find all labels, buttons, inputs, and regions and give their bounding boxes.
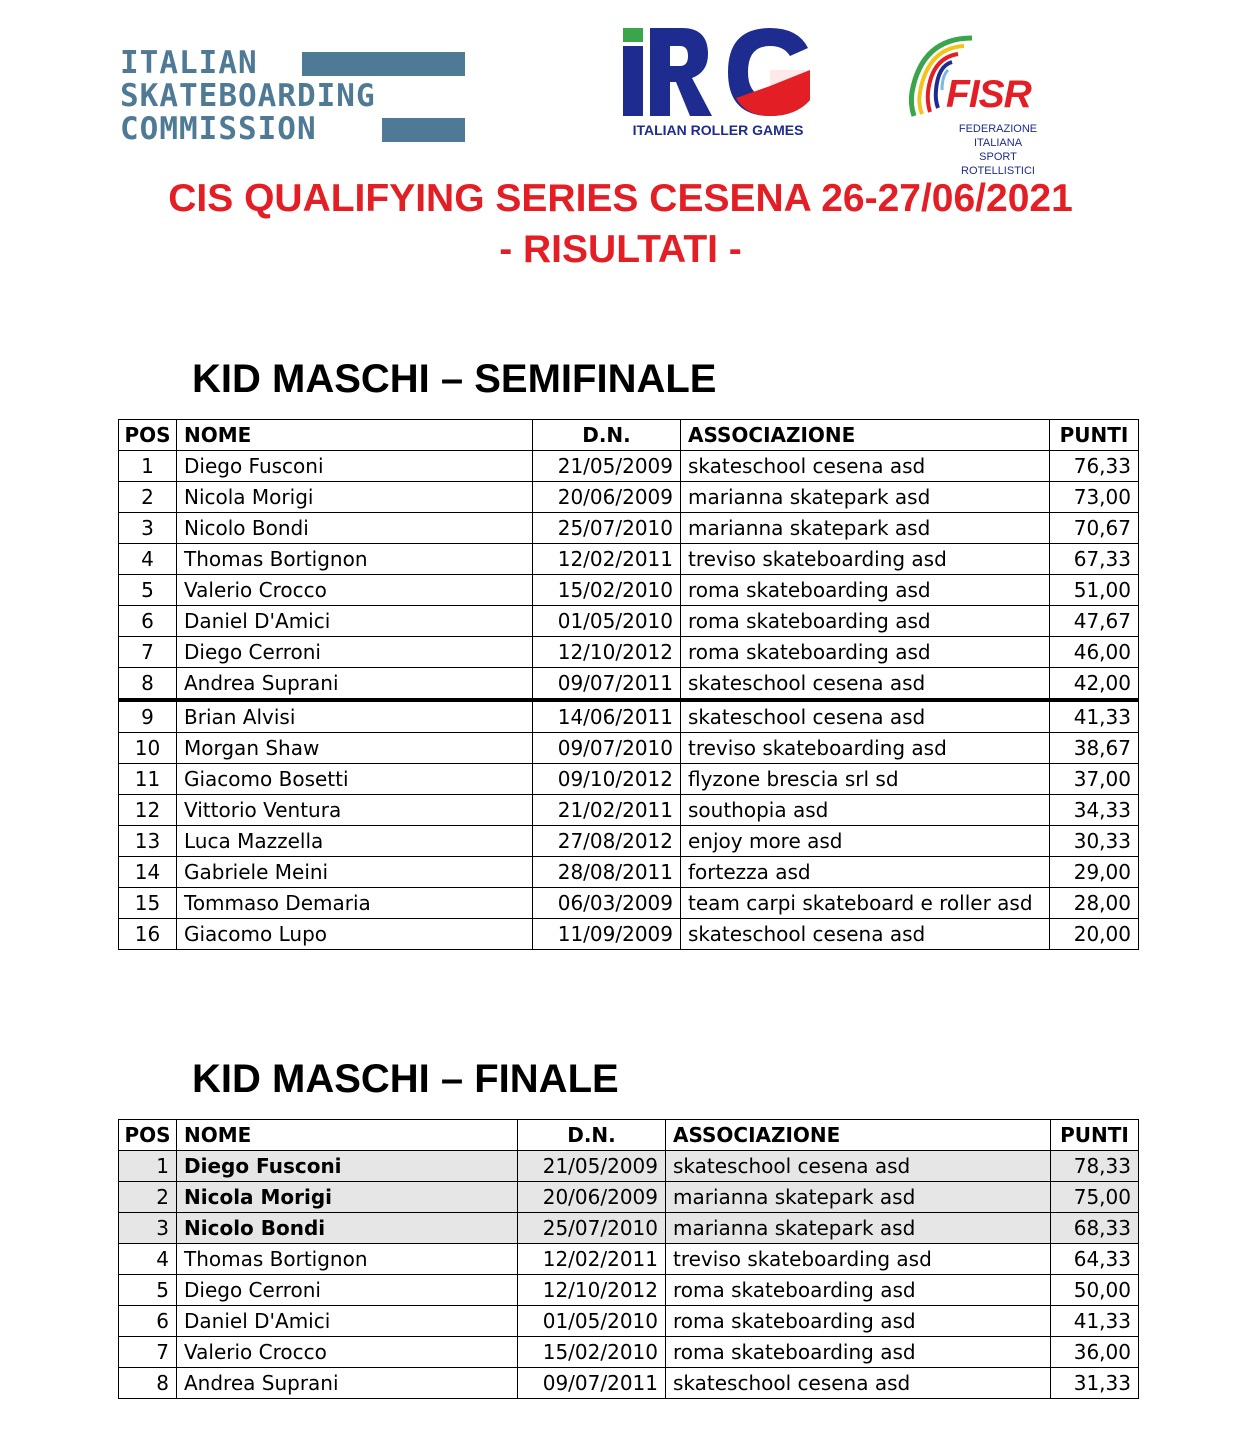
cell-punti: 41,33 — [1051, 1306, 1139, 1337]
cell-dn: 09/07/2011 — [518, 1368, 666, 1399]
cell-associazione: skateschool cesena asd — [681, 451, 1050, 482]
italian-roller-games-logo — [618, 26, 818, 146]
cell-nome: Andrea Suprani — [177, 668, 533, 701]
cell-punti: 75,00 — [1051, 1182, 1139, 1213]
cell-associazione: marianna skatepark asd — [666, 1182, 1051, 1213]
cell-associazione: southopia asd — [681, 795, 1050, 826]
cell-nome: Tommaso Demaria — [177, 888, 533, 919]
table-row — [119, 1213, 1139, 1244]
fisr-logo-subtitle-line-1: FEDERAZIONE ITALIANA — [958, 123, 1038, 149]
cell-punti: 51,00 — [1050, 575, 1139, 606]
column-header-dn: D.N. — [533, 420, 681, 451]
cell-pos: 5 — [119, 1275, 177, 1306]
cell-punti: 29,00 — [1050, 857, 1139, 888]
cell-nome: Andrea Suprani — [177, 1368, 518, 1399]
cell-nome: Vittorio Ventura — [177, 795, 533, 826]
cell-punti: 20,00 — [1050, 919, 1139, 950]
cell-pos: 1 — [119, 1151, 177, 1182]
table-row — [119, 1337, 1139, 1368]
table-row — [119, 513, 1139, 544]
cell-pos: 14 — [119, 857, 177, 888]
cell-dn: 01/05/2010 — [533, 606, 681, 637]
cell-pos: 7 — [119, 1337, 177, 1368]
cell-dn: 20/06/2009 — [518, 1182, 666, 1213]
cell-associazione: marianna skatepark asd — [681, 482, 1050, 513]
isc-logo-line-3: COMMISSION — [120, 111, 317, 147]
cell-associazione: roma skateboarding asd — [681, 637, 1050, 668]
semifinale-title: KID MASCHI – SEMIFINALE — [192, 357, 717, 401]
italian-skateboarding-commission-logo — [120, 45, 465, 147]
cell-dn: 06/03/2009 — [533, 888, 681, 919]
cell-punti: 70,67 — [1050, 513, 1139, 544]
cell-dn: 15/02/2010 — [518, 1337, 666, 1368]
cell-associazione: treviso skateboarding asd — [681, 544, 1050, 575]
cell-punti: 28,00 — [1050, 888, 1139, 919]
cell-associazione: roma skateboarding asd — [666, 1337, 1051, 1368]
table-row — [119, 733, 1139, 764]
cell-nome: Luca Mazzella — [177, 826, 533, 857]
semifinale-results-table — [118, 419, 1139, 950]
cell-associazione: fortezza asd — [681, 857, 1050, 888]
cell-dn: 12/02/2011 — [533, 544, 681, 575]
cell-nome: Brian Alvisi — [177, 700, 533, 733]
cell-nome: Gabriele Meini — [177, 857, 533, 888]
cell-punti: 37,00 — [1050, 764, 1139, 795]
column-header-nome: NOME — [177, 420, 533, 451]
cell-nome: Daniel D'Amici — [177, 1306, 518, 1337]
cell-associazione: skateschool cesena asd — [666, 1151, 1051, 1182]
cell-punti: 78,33 — [1051, 1151, 1139, 1182]
table-row — [119, 482, 1139, 513]
irg-logo-icon — [620, 26, 816, 118]
cell-dn: 25/07/2010 — [533, 513, 681, 544]
cell-dn: 12/10/2012 — [518, 1275, 666, 1306]
cell-associazione: enjoy more asd — [681, 826, 1050, 857]
table-row — [119, 544, 1139, 575]
cell-dn: 15/02/2010 — [533, 575, 681, 606]
table-row — [119, 637, 1139, 668]
cell-associazione: roma skateboarding asd — [666, 1306, 1051, 1337]
cell-pos: 3 — [119, 513, 177, 544]
table-row — [119, 575, 1139, 606]
table-row — [119, 700, 1139, 733]
finale-results-table — [118, 1119, 1139, 1399]
cell-dn: 12/02/2011 — [518, 1244, 666, 1275]
cell-nome: Nicolo Bondi — [177, 513, 533, 544]
cell-pos: 5 — [119, 575, 177, 606]
cell-punti: 47,67 — [1050, 606, 1139, 637]
irg-logo-caption: ITALIAN ROLLER GAMES — [632, 122, 804, 138]
cell-associazione: marianna skatepark asd — [666, 1213, 1051, 1244]
finale-title: KID MASCHI – FINALE — [192, 1057, 619, 1101]
document-title: CIS QUALIFYING SERIES CESENA 26-27/06/2021 — [168, 177, 1073, 220]
cell-pos: 6 — [119, 1306, 177, 1337]
cell-pos: 13 — [119, 826, 177, 857]
cell-associazione: skateschool cesena asd — [666, 1368, 1051, 1399]
cell-dn: 28/08/2011 — [533, 857, 681, 888]
cell-dn: 27/08/2012 — [533, 826, 681, 857]
cell-dn: 21/02/2011 — [533, 795, 681, 826]
cell-pos: 6 — [119, 606, 177, 637]
cell-nome: Thomas Bortignon — [177, 544, 533, 575]
isc-logo-bar-1 — [302, 52, 465, 76]
table-row — [119, 1368, 1139, 1399]
table-row — [119, 1182, 1139, 1213]
cell-associazione: marianna skatepark asd — [681, 513, 1050, 544]
cell-pos: 11 — [119, 764, 177, 795]
cell-dn: 01/05/2010 — [518, 1306, 666, 1337]
table-row — [119, 764, 1139, 795]
cell-nome: Diego Cerroni — [177, 637, 533, 668]
cell-nome: Valerio Crocco — [177, 575, 533, 606]
table-row — [119, 1151, 1139, 1182]
cell-pos: 2 — [119, 482, 177, 513]
cell-pos: 7 — [119, 637, 177, 668]
cell-associazione: flyzone brescia srl sd — [681, 764, 1050, 795]
cell-punti: 46,00 — [1050, 637, 1139, 668]
cell-nome: Valerio Crocco — [177, 1337, 518, 1368]
cell-associazione: treviso skateboarding asd — [681, 733, 1050, 764]
document-subtitle: - RISULTATI - — [499, 228, 742, 271]
fisr-logo-subtitle — [946, 122, 1050, 178]
cell-punti: 36,00 — [1051, 1337, 1139, 1368]
table-row — [119, 1306, 1139, 1337]
table-row — [119, 795, 1139, 826]
cell-pos: 12 — [119, 795, 177, 826]
cell-dn: 25/07/2010 — [518, 1213, 666, 1244]
cell-pos: 4 — [119, 1244, 177, 1275]
cell-nome: Nicolo Bondi — [177, 1213, 518, 1244]
cell-pos: 1 — [119, 451, 177, 482]
table-header-row — [119, 1120, 1139, 1151]
isc-logo-bar-3 — [382, 118, 465, 142]
cell-associazione: treviso skateboarding asd — [666, 1244, 1051, 1275]
cell-nome: Diego Fusconi — [177, 451, 533, 482]
cell-associazione: roma skateboarding asd — [681, 606, 1050, 637]
column-header-punti: PUNTI — [1050, 420, 1139, 451]
cell-pos: 16 — [119, 919, 177, 950]
fisr-logo — [902, 32, 1052, 177]
cell-pos: 3 — [119, 1213, 177, 1244]
cell-punti: 34,33 — [1050, 795, 1139, 826]
cell-dn: 09/10/2012 — [533, 764, 681, 795]
isc-logo-line-1: ITALIAN — [120, 45, 258, 81]
cell-dn: 20/06/2009 — [533, 482, 681, 513]
fisr-logo-subtitle-line-2: SPORT ROTELLISTICI — [961, 151, 1035, 177]
cell-punti: 76,33 — [1050, 451, 1139, 482]
cell-associazione: roma skateboarding asd — [666, 1275, 1051, 1306]
cell-punti: 42,00 — [1050, 668, 1139, 701]
cell-dn: 09/07/2011 — [533, 668, 681, 701]
cell-pos: 9 — [119, 700, 177, 733]
table-row — [119, 826, 1139, 857]
cell-pos: 10 — [119, 733, 177, 764]
table-row — [119, 919, 1139, 950]
column-header-pos: POS — [119, 1120, 177, 1151]
cell-punti: 73,00 — [1050, 482, 1139, 513]
cell-punti: 50,00 — [1051, 1275, 1139, 1306]
column-header-nome: NOME — [177, 1120, 518, 1151]
cell-nome: Nicola Morigi — [177, 1182, 518, 1213]
table-row — [119, 857, 1139, 888]
column-header-punti: PUNTI — [1051, 1120, 1139, 1151]
cell-pos: 15 — [119, 888, 177, 919]
cell-pos: 4 — [119, 544, 177, 575]
cell-punti: 41,33 — [1050, 700, 1139, 733]
cell-pos: 8 — [119, 1368, 177, 1399]
cell-nome: Diego Fusconi — [177, 1151, 518, 1182]
table-row — [119, 888, 1139, 919]
cell-punti: 38,67 — [1050, 733, 1139, 764]
cell-nome: Nicola Morigi — [177, 482, 533, 513]
cell-nome: Diego Cerroni — [177, 1275, 518, 1306]
cell-punti: 64,33 — [1051, 1244, 1139, 1275]
cell-dn: 14/06/2011 — [533, 700, 681, 733]
isc-logo-line-2: SKATEBOARDING — [120, 78, 376, 114]
cell-dn: 21/05/2009 — [518, 1151, 666, 1182]
table-row — [119, 606, 1139, 637]
cell-dn: 09/07/2010 — [533, 733, 681, 764]
cell-dn: 11/09/2009 — [533, 919, 681, 950]
column-header-associazione: ASSOCIAZIONE — [681, 420, 1050, 451]
column-header-dn: D.N. — [518, 1120, 666, 1151]
cell-nome: Morgan Shaw — [177, 733, 533, 764]
column-header-associazione: ASSOCIAZIONE — [666, 1120, 1051, 1151]
cell-associazione: team carpi skateboard e roller asd — [681, 888, 1050, 919]
column-header-pos: POS — [119, 420, 177, 451]
cell-nome: Giacomo Bosetti — [177, 764, 533, 795]
fisr-logo-name: FISR — [946, 73, 1031, 116]
cell-associazione: skateschool cesena asd — [681, 668, 1050, 701]
cell-nome: Giacomo Lupo — [177, 919, 533, 950]
cell-pos: 8 — [119, 668, 177, 701]
cell-pos: 2 — [119, 1182, 177, 1213]
cell-punti: 30,33 — [1050, 826, 1139, 857]
table-row — [119, 1275, 1139, 1306]
table-row — [119, 668, 1139, 701]
cell-punti: 31,33 — [1051, 1368, 1139, 1399]
cell-nome: Thomas Bortignon — [177, 1244, 518, 1275]
cell-dn: 12/10/2012 — [533, 637, 681, 668]
table-row — [119, 1244, 1139, 1275]
cell-dn: 21/05/2009 — [533, 451, 681, 482]
cell-associazione: skateschool cesena asd — [681, 700, 1050, 733]
cell-associazione: skateschool cesena asd — [681, 919, 1050, 950]
table-header-row — [119, 420, 1139, 451]
cell-associazione: roma skateboarding asd — [681, 575, 1050, 606]
cell-punti: 67,33 — [1050, 544, 1139, 575]
table-row — [119, 451, 1139, 482]
cell-punti: 68,33 — [1051, 1213, 1139, 1244]
cell-nome: Daniel D'Amici — [177, 606, 533, 637]
